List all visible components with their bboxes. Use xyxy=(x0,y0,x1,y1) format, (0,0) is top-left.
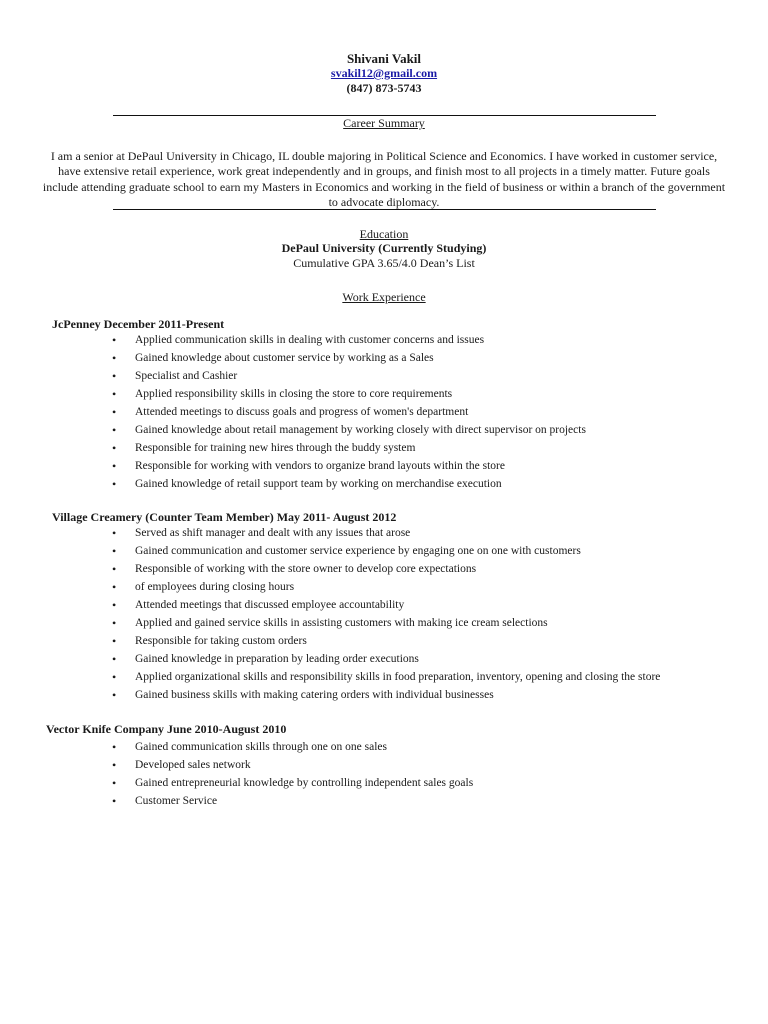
bullet-item: • Attended meetings that discussed employee accountability xyxy=(108,596,660,614)
job-bullets-jcpenney xyxy=(108,331,586,493)
career-summary-text: I am a senior at DePaul University in Chicago, IL double majoring in Political Science and Economics. I have worked in customer service, have extensive retail experience, work great independently and in groups, and finish most to all projects in a timely matter. Future goals include attending graduate school to earn my Masters in Economics and working in the field of business or within a branch of the government to advocate diplomacy. xyxy=(42,149,726,209)
bullet-item: • of employees during closing hours xyxy=(108,578,660,596)
bullet-item: • Responsible for training new hires through the buddy system xyxy=(108,439,586,457)
job-bullets-vector-knife xyxy=(108,738,473,810)
bullet-item: • Gained knowledge about customer service by working as a Sales xyxy=(108,349,586,367)
bullet-item: • Served as shift manager and dealt with any issues that arose xyxy=(108,524,660,542)
bullet-item: • Gained knowledge in preparation by leading order executions xyxy=(108,650,660,668)
bullet-item: • Responsible of working with the store owner to develop core expectations xyxy=(108,560,660,578)
email-link[interactable]: svakil12@gmail.com xyxy=(330,66,438,80)
bullet-item: • Gained knowledge of retail support team by working on merchandise execution xyxy=(108,475,586,493)
job-bullets-village-creamery xyxy=(108,524,660,704)
job-title-jcpenney: JcPenney December 2011-Present xyxy=(52,317,225,331)
bullet-item: • Applied and gained service skills in assisting customers with making ice cream selections xyxy=(108,614,660,632)
bullet-item: • Gained knowledge about retail management by working closely with direct supervisor on projects xyxy=(108,421,586,439)
divider-bottom xyxy=(113,209,656,210)
bullet-item: • Developed sales network xyxy=(108,756,473,774)
bullet-item: • Attended meetings to discuss goals and progress of women's department xyxy=(108,403,586,421)
work-experience-heading: Work Experience xyxy=(342,290,426,304)
bullet-item: • Customer Service xyxy=(108,792,473,810)
bullet-item: • Applied organizational skills and responsibility skills in food preparation, inventory, opening and closing the store xyxy=(108,668,660,686)
career-summary-heading-wrap xyxy=(0,114,768,132)
bullet-item: • Specialist and Cashier xyxy=(108,367,586,385)
career-summary-heading: Career Summary xyxy=(343,116,425,130)
school-name: DePaul University (Currently Studying) xyxy=(281,241,487,255)
work-experience-heading-wrap xyxy=(0,288,768,306)
phone-number: (847) 873-5743 xyxy=(346,81,422,95)
bullet-item: • Gained communication skills through one on one sales xyxy=(108,738,473,756)
bullet-item: • Applied responsibility skills in closing the store to core requirements xyxy=(108,385,586,403)
bullet-item: • Gained business skills with making catering orders with individual businesses xyxy=(108,686,660,704)
bullet-item: • Responsible for taking custom orders xyxy=(108,632,660,650)
gpa-line: Cumulative GPA 3.65/4.0 Dean’s List xyxy=(293,256,475,270)
education-heading: Education xyxy=(359,227,409,241)
job-title-village-creamery: Village Creamery (Counter Team Member) May 2011- August 2012 xyxy=(52,510,397,524)
bullet-item: • Gained entrepreneurial knowledge by controlling independent sales goals xyxy=(108,774,473,792)
candidate-name: Shivani Vakil xyxy=(346,51,422,66)
job-title-vector-knife: Vector Knife Company June 2010-August 2010 xyxy=(46,722,287,736)
email-line xyxy=(0,66,768,81)
bullet-item: • Gained communication and customer service experience by engaging one on one with customers xyxy=(108,542,660,560)
bullet-item: • Applied communication skills in dealing with customer concerns and issues xyxy=(108,331,586,349)
bullet-item: • Responsible for working with vendors to organize brand layouts within the store xyxy=(108,457,586,475)
